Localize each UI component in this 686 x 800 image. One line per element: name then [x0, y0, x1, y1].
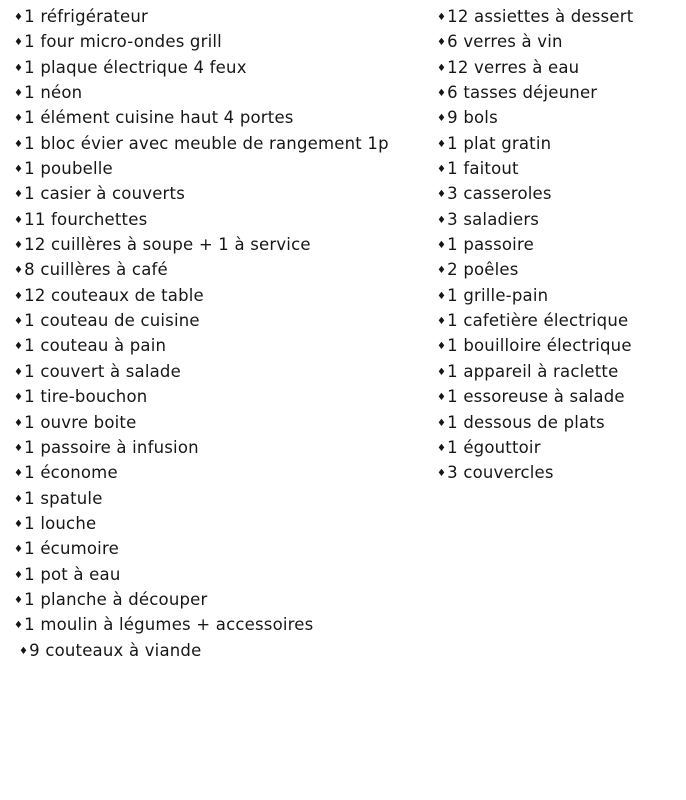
item-text: 12 couteaux de table: [24, 285, 204, 305]
list-item: [14, 284, 432, 309]
item-text: 1 four micro-ondes grill: [24, 32, 222, 52]
item-text: 1 grille-pain: [447, 285, 549, 305]
list-item: [14, 56, 432, 81]
bullet-diamond-icon: ♦: [14, 37, 24, 49]
bullet-diamond-icon: ♦: [14, 164, 24, 176]
item-text: 1 réfrigérateur: [24, 7, 149, 26]
list-item: [14, 436, 432, 461]
list-item: [14, 233, 432, 258]
bullet-diamond-icon: ♦: [437, 138, 447, 150]
item-text: 6 verres à vin: [447, 32, 563, 52]
list-item: [14, 182, 432, 207]
list-item: [14, 360, 432, 385]
bullet-diamond-icon: ♦: [437, 417, 447, 429]
list-item: [437, 132, 683, 157]
item-text: 1 faitout: [447, 159, 519, 179]
list-item: [437, 334, 683, 359]
bullet-diamond-icon: ♦: [14, 316, 24, 328]
item-text: 1 passoire: [447, 235, 534, 255]
list-item: [14, 106, 432, 131]
bullet-diamond-icon: ♦: [14, 442, 24, 454]
item-text: 1 essoreuse à salade: [447, 387, 625, 407]
item-text: 1 couvert à salade: [24, 361, 181, 381]
list-item: [437, 258, 683, 283]
list-item: [14, 5, 432, 30]
list-item: [437, 5, 683, 30]
item-text: 1 plaque électrique 4 feux: [24, 57, 247, 77]
bullet-diamond-icon: ♦: [14, 138, 24, 150]
bullet-diamond-icon: ♦: [14, 88, 24, 100]
list-item: [14, 411, 432, 436]
list-item: [14, 334, 432, 359]
list-item: [14, 385, 432, 410]
bullet-diamond-icon: ♦: [14, 62, 24, 74]
item-text: 1 tire-bouchon: [24, 387, 148, 407]
item-text: 1 pot à eau: [24, 564, 121, 584]
bullet-diamond-icon: ♦: [14, 544, 24, 556]
list-item: [14, 30, 432, 55]
bullet-diamond-icon: ♦: [437, 113, 447, 125]
list-item: [437, 208, 683, 233]
item-text: 1 louche: [24, 513, 97, 533]
bullet-diamond-icon: ♦: [14, 493, 24, 505]
list-item: [437, 157, 683, 182]
list-item: [14, 563, 432, 588]
item-text: 1 plat gratin: [447, 133, 552, 153]
item-text: 12 verres à eau: [447, 57, 580, 77]
bullet-diamond-icon: ♦: [14, 341, 24, 353]
list-item: [14, 537, 432, 562]
item-text: 3 casseroles: [447, 184, 552, 204]
inventory-column-right: [437, 5, 683, 487]
list-item: [14, 613, 432, 638]
inventory-column-left: [14, 5, 432, 664]
list-item: [437, 233, 683, 258]
bullet-diamond-icon: ♦: [437, 468, 447, 480]
bullet-diamond-icon: ♦: [437, 341, 447, 353]
list-item: [437, 56, 683, 81]
list-item: [437, 360, 683, 385]
item-text: 6 tasses déjeuner: [447, 83, 598, 103]
bullet-diamond-icon: ♦: [437, 37, 447, 49]
bullet-diamond-icon: ♦: [14, 518, 24, 530]
bullet-diamond-icon: ♦: [437, 12, 447, 23]
item-text: 3 saladiers: [447, 209, 540, 229]
list-item: [14, 639, 432, 664]
item-text: 1 égouttoir: [447, 437, 541, 457]
list-item: [437, 436, 683, 461]
item-text: 9 couteaux à viande: [29, 640, 202, 660]
item-text: 8 cuillères à café: [24, 260, 168, 280]
bullet-diamond-icon: ♦: [437, 214, 447, 226]
item-text: 9 bols: [447, 108, 498, 128]
item-text: 1 élément cuisine haut 4 portes: [24, 108, 294, 128]
item-text: 1 économe: [24, 463, 118, 483]
item-text: 1 néon: [24, 83, 83, 103]
bullet-diamond-icon: ♦: [14, 392, 24, 404]
item-text: 1 planche à découper: [24, 589, 208, 609]
list-item: [437, 106, 683, 131]
bullet-diamond-icon: ♦: [437, 290, 447, 302]
list-item: [437, 461, 683, 486]
bullet-diamond-icon: ♦: [14, 594, 24, 606]
list-item: [14, 157, 432, 182]
list-item: [14, 208, 432, 233]
item-text: 1 ouvre boite: [24, 412, 137, 432]
list-item: [14, 258, 432, 283]
bullet-diamond-icon: ♦: [437, 366, 447, 378]
list-item: [14, 512, 432, 537]
list-item: [437, 411, 683, 436]
bullet-diamond-icon: ♦: [14, 214, 24, 226]
list-item: [437, 309, 683, 334]
item-text: 3 couvercles: [447, 463, 554, 483]
list-item: [14, 309, 432, 334]
bullet-diamond-icon: ♦: [14, 620, 24, 632]
bullet-diamond-icon: ♦: [437, 62, 447, 74]
item-text: 1 couteau à pain: [24, 336, 167, 356]
list-item: [14, 81, 432, 106]
bullet-diamond-icon: ♦: [14, 366, 24, 378]
list-item: [14, 461, 432, 486]
list-item: [14, 487, 432, 512]
list-item: [14, 588, 432, 613]
item-text: 1 couteau de cuisine: [24, 311, 200, 331]
bullet-diamond-icon: ♦: [14, 468, 24, 480]
item-text: 12 cuillères à soupe + 1 à service: [24, 235, 311, 255]
list-item: [437, 81, 683, 106]
item-text: 1 passoire à infusion: [24, 437, 199, 457]
bullet-diamond-icon: ♦: [437, 164, 447, 176]
item-text: 11 fourchettes: [24, 209, 148, 229]
bullet-diamond-icon: ♦: [437, 189, 447, 201]
item-text: 1 poubelle: [24, 159, 113, 179]
bullet-diamond-icon: ♦: [14, 290, 24, 302]
bullet-diamond-icon: ♦: [437, 265, 447, 277]
list-item: [437, 30, 683, 55]
list-item: [437, 182, 683, 207]
list-item: [437, 284, 683, 309]
list-item: [437, 385, 683, 410]
bullet-diamond-icon: ♦: [14, 189, 24, 201]
bullet-diamond-icon: ♦: [14, 240, 24, 252]
item-text: 1 moulin à légumes + accessoires: [24, 615, 314, 635]
bullet-diamond-icon: ♦: [437, 442, 447, 454]
bullet-diamond-icon: ♦: [437, 392, 447, 404]
item-text: 1 bouilloire électrique: [447, 336, 632, 356]
bullet-diamond-icon: ♦: [14, 113, 24, 125]
bullet-diamond-icon: ♦: [14, 265, 24, 277]
list-item: [14, 132, 432, 157]
item-text: 1 casier à couverts: [24, 184, 186, 204]
bullet-diamond-icon: ♦: [437, 88, 447, 100]
item-text: 1 appareil à raclette: [447, 361, 619, 381]
item-text: 1 spatule: [24, 488, 103, 508]
bullet-diamond-icon: ♦: [14, 417, 24, 429]
bullet-diamond-icon: ♦: [14, 569, 24, 581]
bullet-diamond-icon: ♦: [437, 240, 447, 252]
item-text: 12 assiettes à dessert: [447, 7, 634, 26]
bullet-diamond-icon: ♦: [19, 645, 29, 657]
item-text: 1 cafetière électrique: [447, 311, 629, 331]
bullet-diamond-icon: ♦: [437, 316, 447, 328]
item-text: 2 poêles: [447, 260, 519, 280]
item-text: 1 dessous de plats: [447, 412, 605, 432]
item-text: 1 écumoire: [24, 539, 119, 559]
bullet-diamond-icon: ♦: [14, 12, 24, 23]
item-text: 1 bloc évier avec meuble de rangement 1p: [24, 133, 389, 153]
